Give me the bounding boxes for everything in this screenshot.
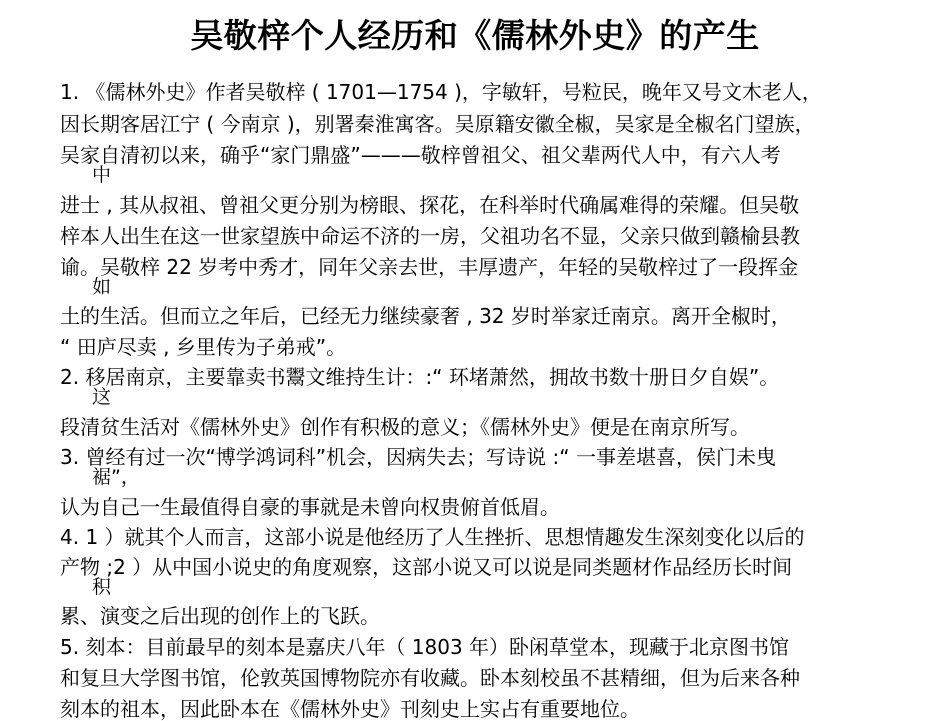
text-line: 累、演变之后出现的创作上的飞跃。	[60, 604, 380, 628]
text-line: 因长期客居江宁 ( 今南京 )，别署秦淮寓客。吴原籍安徽全椒，吴家是全椒名门望族，	[60, 112, 815, 136]
text-line: 中	[92, 164, 112, 186]
text-line: 认为自己一生最值得自豪的事就是未曾向权贵俯首低眉。	[60, 495, 560, 519]
text-line: 3. 曾经有过一次“博学鸿词科”机会，因病失去；写诗说 :“ 一事差堪喜，侯门未曳	[60, 445, 776, 469]
text-line: 谕。吴敬梓 22 岁考中秀才，同年父亲去世，丰厚遗产，年轻的吴敬梓过了一段挥金	[60, 255, 799, 279]
text-line: 4. 1 ）就其个人而言，这部小说是他经历了人生挫折、思想情趣发生深刻变化以后的	[60, 525, 805, 549]
text-line: 梓本人出生在这一世家望族中命运不济的一房，父祖功名不显，父亲只做到赣榆县教	[60, 224, 800, 248]
text-line: 积	[92, 576, 112, 598]
text-line: 产物 ;2 ）从中国小说史的角度观察，这部小说又可以说是同类题材作品经历长时间	[60, 555, 793, 579]
text-line: 这	[92, 386, 112, 408]
text-line: 段清贫生活对《儒林外史》创作有积极的意义；《儒林外史》便是在南京所写。	[60, 415, 750, 439]
slide-title: 吴敬梓个人经历和《儒林外史》的产生	[190, 16, 760, 55]
text-line: 1. 《儒林外史》作者吴敬梓 ( 1701—1754 )，字敏轩，号粒民，晚年又号文木老人，	[60, 80, 822, 104]
text-line: 2. 移居南京，主要靠卖书鬻文维持生计：:“ 环堵萧然，拥故书数十册日夕自娱”。	[60, 365, 780, 389]
text-line: 刻本的祖本，因此卧本在《儒林外史》刊刻史上实占有重要地位。	[60, 697, 640, 721]
text-line: 和复旦大学图书馆，伦敦英国博物院亦有收藏。卧本刻校虽不甚精细，但为后来各种	[60, 666, 800, 690]
text-line: 进士 , 其从叔祖、曾祖父更分别为榜眼、探花，在科举时代确属难得的荣耀。但吴敬	[60, 193, 800, 217]
text-line: 吴家自清初以来，确乎“家门鼎盛”———敬梓曾祖父、祖父辈两代人中，有六人考	[60, 143, 781, 167]
text-line: 裾”，	[92, 466, 140, 488]
text-line: 如	[92, 276, 112, 298]
text-line: 土的生活。但而立之年后，已经无力继续豪奢 , 32 岁时举家迁南京。离开全椒时，	[60, 304, 791, 328]
text-line: 5. 刻本：目前最早的刻本是嘉庆八年（ 1803 年）卧闲草堂本，现藏于北京图书馆	[60, 635, 790, 659]
text-line: “ 田庐尽卖 , 乡里传为子弟戒”。	[60, 335, 347, 359]
